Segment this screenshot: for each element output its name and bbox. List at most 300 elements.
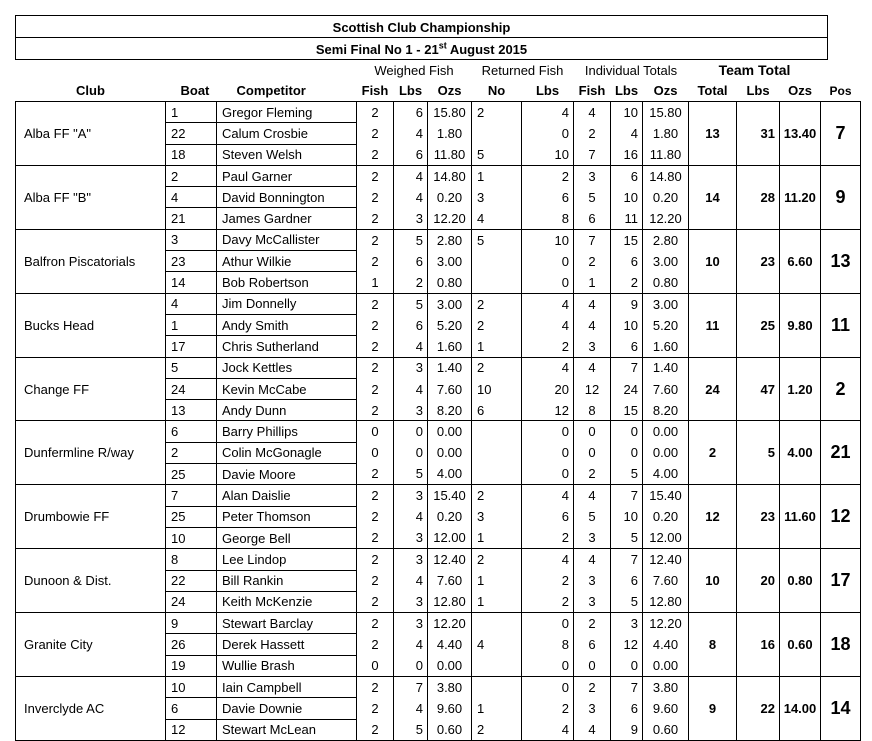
indiv-fish: 3 — [574, 698, 611, 719]
returned-lbs: 12 — [522, 400, 574, 421]
boat-number: 22 — [166, 123, 217, 144]
returned-lbs: 0 — [522, 655, 574, 676]
weighed-fish: 2 — [357, 400, 394, 421]
indiv-fish: 3 — [574, 570, 611, 591]
indiv-fish: 3 — [574, 527, 611, 548]
club-name: Balfron Piscatorials — [16, 229, 166, 293]
indiv-fish: 2 — [574, 464, 611, 485]
indiv-lbs: 6 — [611, 570, 643, 591]
returned-no: 4 — [472, 634, 522, 655]
competitor-name: Stewart McLean — [217, 719, 357, 740]
boat-number: 24 — [166, 591, 217, 612]
indiv-fish: 0 — [574, 421, 611, 442]
indiv-lbs: 11 — [611, 208, 643, 229]
weighed-lbs: 4 — [394, 187, 428, 208]
returned-no: 2 — [472, 314, 522, 335]
weighed-fish: 2 — [357, 165, 394, 186]
col-returned-lbs: Lbs — [535, 83, 560, 98]
weighed-ozs: 7.60 — [428, 378, 472, 399]
weighed-fish: 2 — [357, 677, 394, 698]
indiv-lbs: 10 — [611, 187, 643, 208]
team-total: 13 — [689, 102, 737, 166]
indiv-ozs: 11.80 — [643, 144, 689, 165]
returned-no: 2 — [472, 549, 522, 570]
team-position: 11 — [821, 293, 861, 357]
team-position: 14 — [821, 677, 861, 741]
col-club: Club — [76, 83, 105, 98]
indiv-lbs: 7 — [611, 549, 643, 570]
boat-number: 19 — [166, 655, 217, 676]
weighed-lbs: 3 — [394, 485, 428, 506]
weighed-fish: 2 — [357, 123, 394, 144]
returned-lbs: 2 — [522, 165, 574, 186]
weighed-lbs: 3 — [394, 400, 428, 421]
weighed-lbs: 4 — [394, 165, 428, 186]
returned-no: 5 — [472, 229, 522, 250]
team-ozs: 11.60 — [780, 485, 821, 549]
boat-number: 4 — [166, 187, 217, 208]
boat-number: 12 — [166, 719, 217, 740]
returned-no — [472, 613, 522, 634]
weighed-ozs: 14.80 — [428, 165, 472, 186]
returned-no — [472, 251, 522, 272]
indiv-lbs: 10 — [611, 506, 643, 527]
subtitle-date-prefix: Semi Final No 1 - 21 — [315, 42, 439, 57]
boat-number: 2 — [166, 442, 217, 463]
indiv-lbs: 6 — [611, 251, 643, 272]
table-row — [16, 485, 861, 506]
weighed-lbs: 4 — [394, 123, 428, 144]
returned-no: 6 — [472, 400, 522, 421]
header-individual-totals: Individual Totals — [584, 62, 678, 78]
boat-number: 6 — [166, 421, 217, 442]
indiv-lbs: 6 — [611, 165, 643, 186]
weighed-ozs: 0.80 — [428, 272, 472, 293]
indiv-lbs: 15 — [611, 229, 643, 250]
team-lbs: 16 — [737, 613, 780, 677]
team-position: 9 — [821, 165, 861, 229]
col-boat: Boat — [180, 83, 210, 98]
team-ozs: 0.80 — [780, 549, 821, 613]
indiv-fish: 3 — [574, 336, 611, 357]
weighed-fish: 2 — [357, 293, 394, 314]
weighed-ozs: 12.80 — [428, 591, 472, 612]
competitor-name: Andy Smith — [217, 314, 357, 335]
boat-number: 22 — [166, 570, 217, 591]
indiv-ozs: 1.60 — [643, 336, 689, 357]
indiv-fish: 4 — [574, 549, 611, 570]
weighed-ozs: 12.40 — [428, 549, 472, 570]
returned-lbs: 0 — [522, 677, 574, 698]
returned-no — [472, 442, 522, 463]
team-total: 24 — [689, 357, 737, 421]
indiv-ozs: 0.00 — [643, 442, 689, 463]
club-name: Alba FF "A" — [16, 102, 166, 166]
indiv-fish: 2 — [574, 613, 611, 634]
header-team-total: Team Total — [718, 62, 791, 78]
club-name: Dunoon & Dist. — [16, 549, 166, 613]
boat-number: 26 — [166, 634, 217, 655]
competitor-name: Andy Dunn — [217, 400, 357, 421]
competitor-name: Alan Daislie — [217, 485, 357, 506]
weighed-lbs: 5 — [394, 229, 428, 250]
weighed-lbs: 5 — [394, 719, 428, 740]
indiv-ozs: 3.00 — [643, 293, 689, 314]
weighed-fish: 2 — [357, 591, 394, 612]
returned-lbs: 4 — [522, 357, 574, 378]
weighed-ozs: 9.60 — [428, 698, 472, 719]
competitor-name: David Bonnington — [217, 187, 357, 208]
team-total: 8 — [689, 613, 737, 677]
indiv-lbs: 6 — [611, 336, 643, 357]
indiv-fish: 1 — [574, 272, 611, 293]
indiv-lbs: 3 — [611, 613, 643, 634]
weighed-ozs: 0.00 — [428, 442, 472, 463]
weighed-lbs: 4 — [394, 698, 428, 719]
competitor-name: Jock Kettles — [217, 357, 357, 378]
weighed-lbs: 6 — [394, 144, 428, 165]
indiv-ozs: 0.20 — [643, 506, 689, 527]
indiv-fish: 4 — [574, 719, 611, 740]
returned-no: 5 — [472, 144, 522, 165]
weighed-ozs: 7.60 — [428, 570, 472, 591]
weighed-ozs: 11.80 — [428, 144, 472, 165]
boat-number: 10 — [166, 527, 217, 548]
weighed-lbs: 4 — [394, 634, 428, 655]
boat-number: 2 — [166, 165, 217, 186]
col-team-total: Total — [697, 83, 728, 98]
weighed-fish: 2 — [357, 208, 394, 229]
weighed-ozs: 4.40 — [428, 634, 472, 655]
returned-lbs: 8 — [522, 208, 574, 229]
returned-lbs: 6 — [522, 187, 574, 208]
weighed-fish: 2 — [357, 144, 394, 165]
col-indiv-fish: Fish — [578, 83, 606, 98]
returned-no — [472, 123, 522, 144]
team-total: 12 — [689, 485, 737, 549]
weighed-ozs: 3.00 — [428, 251, 472, 272]
indiv-fish: 5 — [574, 506, 611, 527]
table-row — [16, 549, 861, 570]
col-indiv-ozs: Ozs — [653, 83, 678, 98]
weighed-ozs: 3.80 — [428, 677, 472, 698]
weighed-ozs: 1.40 — [428, 357, 472, 378]
team-position: 17 — [821, 549, 861, 613]
boat-number: 21 — [166, 208, 217, 229]
boat-number: 25 — [166, 506, 217, 527]
subtitle-date-suffix: st — [438, 40, 447, 51]
indiv-lbs: 12 — [611, 634, 643, 655]
returned-no: 1 — [472, 527, 522, 548]
weighed-lbs: 5 — [394, 464, 428, 485]
indiv-fish: 4 — [574, 485, 611, 506]
team-ozs: 14.00 — [780, 677, 821, 741]
returned-no: 1 — [472, 165, 522, 186]
table-row — [16, 613, 861, 634]
club-name: Change FF — [16, 357, 166, 421]
returned-no: 2 — [472, 485, 522, 506]
club-name: Drumbowie FF — [16, 485, 166, 549]
team-ozs: 13.40 — [780, 102, 821, 166]
weighed-fish: 2 — [357, 336, 394, 357]
weighed-lbs: 5 — [394, 293, 428, 314]
indiv-ozs: 5.20 — [643, 314, 689, 335]
competitor-name: Davy McCallister — [217, 229, 357, 250]
competitor-name: Davie Moore — [217, 464, 357, 485]
returned-lbs: 10 — [522, 144, 574, 165]
competitor-name: Kevin McCabe — [217, 378, 357, 399]
weighed-fish: 0 — [357, 421, 394, 442]
team-position: 18 — [821, 613, 861, 677]
boat-number: 1 — [166, 314, 217, 335]
competitor-name: Barry Phillips — [217, 421, 357, 442]
indiv-ozs: 12.40 — [643, 549, 689, 570]
team-ozs: 11.20 — [780, 165, 821, 229]
indiv-lbs: 5 — [611, 591, 643, 612]
weighed-lbs: 3 — [394, 591, 428, 612]
col-indiv-lbs: Lbs — [614, 83, 639, 98]
indiv-lbs: 5 — [611, 527, 643, 548]
boat-number: 25 — [166, 464, 217, 485]
team-ozs: 0.60 — [780, 613, 821, 677]
team-position: 7 — [821, 102, 861, 166]
indiv-ozs: 12.20 — [643, 208, 689, 229]
competitor-name: Jim Donnelly — [217, 293, 357, 314]
indiv-lbs: 16 — [611, 144, 643, 165]
returned-no: 1 — [472, 336, 522, 357]
competitor-name: Davie Downie — [217, 698, 357, 719]
indiv-lbs: 7 — [611, 485, 643, 506]
returned-no: 2 — [472, 102, 522, 123]
indiv-ozs: 12.80 — [643, 591, 689, 612]
weighed-fish: 2 — [357, 719, 394, 740]
indiv-lbs: 0 — [611, 421, 643, 442]
table-row — [16, 293, 861, 314]
boat-number: 23 — [166, 251, 217, 272]
weighed-ozs: 1.80 — [428, 123, 472, 144]
team-total: 10 — [689, 229, 737, 293]
indiv-lbs: 5 — [611, 464, 643, 485]
indiv-fish: 2 — [574, 677, 611, 698]
competitor-name: James Gardner — [217, 208, 357, 229]
indiv-lbs: 10 — [611, 102, 643, 123]
indiv-fish: 3 — [574, 591, 611, 612]
indiv-lbs: 7 — [611, 677, 643, 698]
col-returned-no: No — [487, 83, 506, 98]
weighed-fish: 2 — [357, 634, 394, 655]
competitor-name: Colin McGonagle — [217, 442, 357, 463]
boat-number: 24 — [166, 378, 217, 399]
indiv-ozs: 4.40 — [643, 634, 689, 655]
indiv-fish: 4 — [574, 357, 611, 378]
competitor-name: Lee Lindop — [217, 549, 357, 570]
indiv-ozs: 7.60 — [643, 570, 689, 591]
competitor-name: Iain Campbell — [217, 677, 357, 698]
returned-no: 1 — [472, 570, 522, 591]
team-position: 13 — [821, 229, 861, 293]
boat-number: 3 — [166, 229, 217, 250]
weighed-fish: 2 — [357, 549, 394, 570]
indiv-ozs: 14.80 — [643, 165, 689, 186]
indiv-ozs: 0.00 — [643, 421, 689, 442]
indiv-ozs: 1.80 — [643, 123, 689, 144]
competitor-name: Bill Rankin — [217, 570, 357, 591]
weighed-fish: 2 — [357, 102, 394, 123]
team-total: 9 — [689, 677, 737, 741]
boat-number: 14 — [166, 272, 217, 293]
weighed-lbs: 0 — [394, 442, 428, 463]
team-position: 21 — [821, 421, 861, 485]
returned-lbs: 4 — [522, 719, 574, 740]
returned-lbs: 4 — [522, 102, 574, 123]
boat-number: 8 — [166, 549, 217, 570]
table-row — [16, 677, 861, 698]
competitor-name: Stewart Barclay — [217, 613, 357, 634]
group-header-row — [16, 60, 861, 80]
indiv-ozs: 0.00 — [643, 655, 689, 676]
weighed-ozs: 1.60 — [428, 336, 472, 357]
team-ozs: 1.20 — [780, 357, 821, 421]
boat-number: 9 — [166, 613, 217, 634]
indiv-fish: 5 — [574, 187, 611, 208]
boat-number: 4 — [166, 293, 217, 314]
indiv-ozs: 0.80 — [643, 272, 689, 293]
col-weighed-lbs: Lbs — [398, 83, 423, 98]
indiv-lbs: 2 — [611, 272, 643, 293]
competitor-name: Bob Robertson — [217, 272, 357, 293]
competitor-name: Calum Crosbie — [217, 123, 357, 144]
header-returned-fish: Returned Fish — [481, 62, 564, 78]
table-row — [16, 421, 861, 442]
returned-no: 2 — [472, 293, 522, 314]
indiv-ozs: 7.60 — [643, 378, 689, 399]
indiv-lbs: 15 — [611, 400, 643, 421]
weighed-fish: 2 — [357, 229, 394, 250]
indiv-ozs: 1.40 — [643, 357, 689, 378]
indiv-ozs: 15.40 — [643, 485, 689, 506]
returned-lbs: 10 — [522, 229, 574, 250]
indiv-ozs: 0.20 — [643, 187, 689, 208]
returned-no — [472, 655, 522, 676]
col-team-lbs: Lbs — [746, 83, 770, 98]
team-total: 14 — [689, 165, 737, 229]
weighed-fish: 2 — [357, 698, 394, 719]
team-total: 10 — [689, 549, 737, 613]
weighed-lbs: 0 — [394, 655, 428, 676]
weighed-fish: 2 — [357, 570, 394, 591]
weighed-ozs: 15.40 — [428, 485, 472, 506]
club-name: Granite City — [16, 613, 166, 677]
weighed-lbs: 7 — [394, 677, 428, 698]
indiv-fish: 4 — [574, 102, 611, 123]
indiv-ozs: 2.80 — [643, 229, 689, 250]
indiv-lbs: 10 — [611, 314, 643, 335]
team-lbs: 22 — [737, 677, 780, 741]
returned-no: 2 — [472, 357, 522, 378]
returned-no: 3 — [472, 506, 522, 527]
team-position: 2 — [821, 357, 861, 421]
indiv-ozs: 0.60 — [643, 719, 689, 740]
indiv-lbs: 9 — [611, 719, 643, 740]
club-name: Bucks Head — [16, 293, 166, 357]
indiv-ozs: 3.80 — [643, 677, 689, 698]
weighed-fish: 2 — [357, 613, 394, 634]
indiv-ozs: 8.20 — [643, 400, 689, 421]
boat-number: 5 — [166, 357, 217, 378]
indiv-fish: 2 — [574, 251, 611, 272]
team-lbs: 25 — [737, 293, 780, 357]
returned-no: 1 — [472, 591, 522, 612]
weighed-fish: 2 — [357, 357, 394, 378]
weighed-lbs: 4 — [394, 506, 428, 527]
team-lbs: 23 — [737, 485, 780, 549]
col-pos: Pos — [829, 83, 852, 98]
indiv-fish: 6 — [574, 208, 611, 229]
competitor-name: Peter Thomson — [217, 506, 357, 527]
results-table — [15, 60, 861, 741]
indiv-ozs: 12.00 — [643, 527, 689, 548]
indiv-fish: 8 — [574, 400, 611, 421]
weighed-ozs: 0.60 — [428, 719, 472, 740]
boat-number: 10 — [166, 677, 217, 698]
returned-no: 2 — [472, 719, 522, 740]
table-row — [16, 357, 861, 378]
table-row — [16, 102, 861, 123]
team-total: 2 — [689, 421, 737, 485]
weighed-lbs: 0 — [394, 421, 428, 442]
indiv-fish: 7 — [574, 229, 611, 250]
indiv-lbs: 7 — [611, 357, 643, 378]
weighed-ozs: 12.20 — [428, 613, 472, 634]
weighed-ozs: 0.20 — [428, 506, 472, 527]
weighed-ozs: 0.00 — [428, 421, 472, 442]
indiv-lbs: 24 — [611, 378, 643, 399]
weighed-ozs: 5.20 — [428, 314, 472, 335]
boat-number: 13 — [166, 400, 217, 421]
indiv-fish: 0 — [574, 655, 611, 676]
team-lbs: 20 — [737, 549, 780, 613]
weighed-ozs: 12.00 — [428, 527, 472, 548]
returned-lbs: 2 — [522, 591, 574, 612]
weighed-fish: 2 — [357, 506, 394, 527]
club-name: Dunfermline R/way — [16, 421, 166, 485]
returned-lbs: 8 — [522, 634, 574, 655]
returned-no — [472, 421, 522, 442]
indiv-ozs: 15.80 — [643, 102, 689, 123]
indiv-fish: 2 — [574, 123, 611, 144]
indiv-ozs: 9.60 — [643, 698, 689, 719]
indiv-lbs: 6 — [611, 698, 643, 719]
weighed-lbs: 6 — [394, 314, 428, 335]
indiv-lbs: 4 — [611, 123, 643, 144]
competitor-name: George Bell — [217, 527, 357, 548]
returned-lbs: 20 — [522, 378, 574, 399]
indiv-fish: 0 — [574, 442, 611, 463]
returned-no — [472, 464, 522, 485]
team-lbs: 5 — [737, 421, 780, 485]
indiv-fish: 7 — [574, 144, 611, 165]
weighed-ozs: 12.20 — [428, 208, 472, 229]
team-position: 12 — [821, 485, 861, 549]
returned-lbs: 0 — [522, 442, 574, 463]
returned-no: 10 — [472, 378, 522, 399]
boat-number: 6 — [166, 698, 217, 719]
returned-lbs: 0 — [522, 123, 574, 144]
returned-no — [472, 272, 522, 293]
team-total: 11 — [689, 293, 737, 357]
team-lbs: 47 — [737, 357, 780, 421]
team-lbs: 31 — [737, 102, 780, 166]
